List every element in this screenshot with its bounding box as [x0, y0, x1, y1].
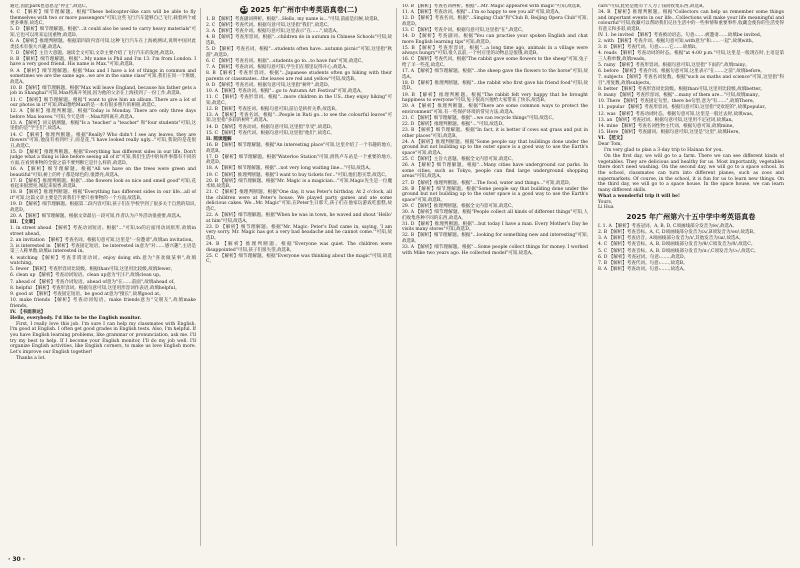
answer-item: 3. is interested in 【解析】考查固定短语。be interested in意为"对……感兴趣",主语是第三人称单数,故填is interested in。	[10, 243, 196, 255]
answer-item: 31. D 【解析】推理判断题。根据"...but today I have a man. Every Mother's Day he visits many stores"可知,故选D。	[402, 221, 588, 233]
answer-item: 15. Here 【解析】考查副词。根据句意可知,这里是"这里",故填Here。	[598, 129, 743, 135]
answer-item: 9. D 【解析】考查名词。根据句意可知,这里指"树叶",故选D。	[206, 82, 333, 88]
answer-item: 22. A 【解析】细节理解题。根据"When he was in town, he waved and shout 'Hello' at him"可知,故选A。	[206, 213, 392, 224]
section-title-text: 2025 年广州市中考英语真卷(二)	[250, 6, 358, 14]
answer-item: 27. D 【解析】推理判断题。根据"...The food, water and things..."可知,故选D。	[402, 180, 574, 186]
answer-item: 25. C 【解析】细节理解题。根据"Everyone was thinking about the magic"可知,故选C。	[206, 253, 392, 265]
answer-item: 15. B 【解析】考查形容词。根据"...a long time ago, animals in a village were always hungry"可知,很久以前,一个村庄里的动物总是很饿,故选B。	[402, 45, 588, 57]
answer-item: 2. with 【解析】考查介词。根据句意可知,with意为"和……一起",故填with。	[598, 39, 757, 45]
answer-item: 6. C 【解析】考查名词。根据"...students go to...to have fun"可知,故选C。	[206, 58, 366, 64]
answer-item: 10. make friends 【解析】考查动词短语。make friends意为"交朋友",故填make friends。	[10, 297, 196, 309]
answer-item: 14. D 【解析】考查动词。根据句意可知,这里指"享受",故选D。	[206, 124, 336, 130]
answer-item: 18. A 【解析】细节理解题。根据"...not very long waiting line..."可知,故选A。	[206, 166, 374, 172]
answer-item: 17. A 【解析】细节理解题。根据"...the sheep gave the flowers to the horse"可知,故选A。	[402, 69, 588, 80]
answer-item: 5. fewer 【解析】考查形容词比较级。根据than可知,这里用比较级,故填fewer。	[10, 267, 175, 273]
answer-item: 20. A 【解析】推理判断题。根据"There are some common ways to protect the environment"可知,有一些保护环境的常见方法,故选A。	[402, 104, 588, 115]
sub-heading: What a wonderful trip it will be!	[598, 193, 681, 199]
answer-item: 13. A 【解析】词义猜测题。根据"Is a 'teacher' a "teacher" 和"four students"可知,这里指的是"学生们",故选A。	[10, 120, 196, 132]
sub-heading: III. 【文章】	[10, 219, 38, 225]
sub-heading: II. 阅读理解	[206, 136, 232, 142]
answer-item: 3. A 【解析】考查语音。A项画线部分发音为/ɪ/,其他发音为/aɪ/,故选A。	[598, 236, 744, 242]
answer-item: 15. D 【解析】推理判断题。根据"Everything has different sides in our life. Don't judge what a thing is like before seeing all of it"可知,我们生活中的每件事都有不同的方面,在看到事物的全貌之前不要判断它是什么样的,故选D。	[10, 149, 196, 166]
column-1	[10, 4, 196, 550]
answer-item: 2. B 【解析】考查音标。A, C, D项画线部分发音为/ʌ/,B项发音为/əʊ/,故选B。	[598, 230, 758, 236]
answer-item: 通过,因此park也意思是"停止",故选C。	[10, 4, 91, 9]
answer-item: 7. A 【解析】考查动词。根据句意可知,学生们在那里玩得开心,故选A。	[206, 64, 350, 70]
answer-item: 34. B 【解析】推理判断题。根据"Collectors can help us remember some things and important events in our life...Collections will make your life meaningful and colourful"可知,收藏可以帮助我们记住生活中的一些事情和重要事件,收藏会使你的生活变得有意义和多彩,故选B。	[598, 10, 784, 32]
answer-item: 4. B 【解析】考查形容词。根据"...children do in autumn in Chinese Schools"可知,故选B。	[206, 35, 392, 46]
essay-paragraph: I'm very glad to plan a 3-day trip to Hainan for you.	[604, 148, 724, 154]
column-divider	[200, 8, 201, 546]
answer-item: Dear Tom,	[598, 142, 622, 148]
answer-item: 7. B 【解析】考查代词。句意:……,故选B。	[598, 260, 688, 266]
answer-item: 4. C 【解析】考查音标。A, B, D项画线部分发音为/θ/,C项发音为/ð/,故选C。	[598, 242, 756, 248]
answer-item: 7. D 【解析】主旨大意题。通读全文可知,文章主要介绍了飞行汽车的发展,故选D。	[10, 50, 178, 56]
answer-item: I. 1. A 【解析】考查冠词。A, B, D, C项画线部分发音为/e/,故选A。	[598, 224, 737, 229]
answer-item: 4. watching 【解析】考查非谓语动词。enjoy doing sth.意为"喜欢做某事",故填watching。	[10, 255, 196, 267]
answer-item: 6. clean up 【解析】考查动词短语。clean up意为"打扫",故填clean up。	[10, 273, 164, 279]
answer-item: 1. B 【解析】考查副词辨析。根据"...Hello, my name is..."可知,前面是问候,故选B。	[206, 17, 382, 22]
answer-item: 21. C 【解析】细节理解题。根据"...we can recycle things"可知,故选C。	[402, 115, 557, 121]
essay-paragraph: On the first day, we will go to a farm. There we can see different kinds of vegetables. They are delicious and healthy for us. Most importantly, vegetables there don't need washing. On the second day, we will go to a space school. In the school, classmates can turn into different planes, such as zoos and supermarkets. Of course, in the school, it is fun for us to learn new things. On the third day, we will go to a space house. In the space house, we can learn many different skills.	[598, 154, 784, 193]
answer-item: 32. B 【解析】细节理解题。根据"...looking for something new and interesting"可知,故选B。	[402, 233, 588, 244]
answer-item: 10. B 【解析】细节理解题。根据"Max will leave England, because his father gets a job in Shanghai"可知,Max将离开英国,因为他的父亲在上海找到了一份工作,故选B。	[10, 85, 196, 97]
answer-item: 13. A 【解析】考查名词。根据"...People in Ruti go...to see the colourful leaves"可知,这里指"多彩的树叶",故选A。	[206, 112, 392, 124]
essay-paragraph: First, I really love this job. I'm sure I can help my classmates with English. I'm good at English. I often get good grades in English tests. Also, I'm helpful. If you have English learning problems, like grammar or pronunciation, ask me. I'll try my best to help. If I become your English monitor, I'll do my job well. I'll organize English activities, like English corners, to make us love English more. Let's improve our English together!	[10, 321, 196, 355]
answer-item: 24. B 【解析】推理判断题。根据"Everyone was quiet. The children were disappointed"可知,孩子们很失望,故选B。	[206, 242, 392, 253]
section-title-guangzhou-zhongkao-2	[206, 6, 392, 15]
answer-item: 18. D 【解析】推理判断题。根据"...the rabbit who first gave his friend food"可知,故选D。	[402, 80, 588, 92]
column-2-items	[206, 17, 392, 265]
answer-item: 8. helpful 【解析】考查形容词。根据句意可知,这里用形容词作表语,故填helpful。	[10, 285, 180, 291]
answer-item: 12. was 【解析】考查动词时态。根据句意可知,这里是一般过去时,故填was。	[598, 111, 757, 117]
sub-heading: Hello, everybody. I'd like to be the English monitor.	[10, 315, 142, 321]
column-divider	[396, 8, 397, 546]
answer-item: 6. before 【解析】考查介词。根据句意可知,这里表示"在……之前",故填before。	[598, 69, 765, 75]
answer-item: 10. A 【解析】考查动词。根据"...go to Autumn Art Festival"可知,故选A。	[206, 88, 365, 94]
answer-item: 4. C 【解析】细节理解题。根据"These helicopter-like cars will be able to fly themselves with two or more passengers"可知,这些飞行汽车能够自己飞行,载着两个或更多乘客,故选C。	[10, 10, 196, 27]
answer-item: 12. D 【解析】考查名词。根据"...Singing Club"和"Club B, Beijing Opera Club"可知,故选D。	[402, 16, 588, 27]
answer-item: 14. C 【解析】推理判断题。根据"Really? Who didn't I see any leaves, they are flowers"可知,他没有看到叶子,而是花,"I have looked really ugly..."可知,我说的是花很丑,故选C。	[10, 132, 196, 149]
answer-item: IV. 1. be invited 【解析】考查被动语态。句意:……被邀请……故填be invited。	[598, 32, 765, 38]
answer-item: 10. There 【解析】考查固定句型。there be句型,意为"有……",故填There。	[598, 99, 758, 105]
answer-item: 19. C 【解析】推理判断题。根据"I want to buy tickets for..."可知,他们想买票,故选C。	[206, 172, 390, 178]
answer-item: 28. B 【解析】细节理解题。根据"Some people say that building done under the ground but not building up to the outer space is a good way to use the Earth's space"可知,故选B。	[402, 186, 588, 203]
answer-item: cars"可知,此处是他有个人为了钱而收集东西,故选B。	[598, 4, 708, 9]
answer-item: 15. C 【解析】考查代词。根据句意可知,这里指"他们",故选C。	[206, 130, 335, 136]
answer-item: 18. B 【解析】推理判断题。根据"Everything has different sides in our life...all of it"可知,这篇文章主要是告诉我们不要只看事物的一个方面,故选B。	[10, 190, 196, 201]
answer-item: 8. B 【解析】细节理解题。根据"...My name is Phil and I'm 13. I'm from London. I have a very good friend. His name is Max."可知,故选B。	[10, 56, 196, 68]
answer-item: 9. A 【解析】细节理解题。根据"Max and I have a lot of things in common and sometimes we are the same age...we are in the same class"可知,我们在同一个班级,故选A。	[10, 68, 196, 85]
answer-item: Yours, Li Hua	[598, 199, 614, 211]
answer-item: 5. C 【解析】考查音标。A, B, D项画线部分发音为/ɑː/,C项发音为/ɔː/,故选C。	[598, 248, 759, 254]
answer-item: 6. A 【解析】推理判断题。根据第四段内容可知,这种飞行汽车在上海被测试,说明中国对此类技术有很大兴趣,故选A。	[10, 39, 196, 50]
answer-item: 17. B 【解析】推理判断题。根据"...the flowers look so nice and smell good"可知,花看起来很漂亮,闻起来很香,故选B。	[10, 178, 196, 190]
answer-item: 25. C 【解析】主旨大意题。根据全文内容可知,故选C。	[402, 157, 517, 163]
answer-item: 11. C 【解析】细节理解题。根据"I want to give him an album. There are a lot of our photos in it"可知,Phil想给Max的是一本有很多照片的相册,故选C。	[10, 97, 196, 109]
column-2	[206, 4, 392, 550]
essay-paragraph: Thanks a lot.	[16, 355, 46, 361]
answer-item: 24. A 【解析】推理判断题。根据"Some people say that buildings done under the ground but not building up to the outer space is a good way to use the Earth's space"可知,故选A。	[402, 139, 588, 156]
answer-item: 26. A 【解析】细节理解题。根据"...Many cities have underground car parks. In some cities, such as Tokyo, people can find large underground shopping areas"可知,故选A。	[402, 163, 588, 180]
answer-item: 3. A 【解析】考查介词。根据句意可知,这里表示"在……",故选A。	[206, 29, 341, 35]
answer-item: 8. better 【解析】考查形容词比较级。根据than可知,这里用比较级,故填better。	[598, 87, 765, 92]
answer-item: 8. B 【解析】考查形容词。根据"...Japanese students often go hiking with their parents or classmates...the leaves are red and yellow"可知,故选B。	[206, 71, 392, 82]
answer-item: 13. an 【解析】考查冠词。根据句意可知,这里用不定冠词,故填an。	[598, 117, 736, 123]
answer-item: 19. B 【解析】推理判断题。根据"The rabbit felt very happy that he brought happiness to everyone"可知,兔子很高兴他给大家带来了快乐,故选B。	[402, 92, 588, 104]
answer-item: 7. ahead of 【解析】考查介词短语。ahead of意为"在……前面",故填ahead of。	[10, 279, 178, 285]
answer-item: 9. many 【解析】考查形容词。根据"...many of them are..."可知,故填many。	[598, 93, 763, 99]
answer-item: 5. rainy 【解析】考查形容词。根据句意可知,这里指"下雨的",故填rainy。	[598, 63, 750, 69]
answer-item: 19. D 【解析】细节理解题。根据第二段内容可知,孩子们在学校学到了很多关于自然的知识,故选D。	[10, 202, 196, 213]
column-divider	[592, 8, 593, 546]
answer-item: 12. A 【解析】推理判断题。根据"Today is Monday. There are only three days before Max leaves."可知,今天是周一,Max周四离开,故选A。	[10, 109, 196, 120]
answer-item: 5. D 【解析】细节理解题。根据"...it could also be used to carry heavy materials"可知,它也可以用来运送重物,故选D。	[10, 27, 196, 38]
answer-item: 12. B 【解析】考查连词。根据句意可知,前后是转折关系,故选B。	[206, 106, 340, 112]
answer-item: 2. C 【解析】考查代词。根据句意可知,这里指"我们",故选C。	[206, 23, 332, 29]
answer-item: 8. A 【解析】考查动词。句意:……,故选A。	[598, 266, 688, 272]
answer-item: 5. D 【解析】考查名词。根据"...students often have...autumn picnic"可知,这里指"秋游",故选D。	[206, 47, 392, 58]
column-3	[402, 4, 588, 550]
answer-item: 23. B 【解析】细节理解题。根据"In fact, it is better if cows eat grass and put in other places"可知,故选B。	[402, 128, 588, 139]
answer-item: 29. C 【解析】推理判断题。根据全文内容可知,故选C。	[402, 203, 517, 209]
answer-item: 16. C 【解析】考查代词。根据"The rabbit gave some flowers to the sheep"可知,兔子给了羊一些花,故选C。	[402, 57, 588, 69]
answer-item: 3. it 【解析】考查代词。句意:……它……故填it。	[598, 45, 700, 51]
answer-item: 23. D 【解析】细节理解题。根据"Mr. Magic: Peter's Dad came in, saying, 'I am very sorry. Mr. Magic has got a very bad headache and he cannot come.'"可知,故选D。	[206, 224, 392, 241]
sub-heading: VI. 【范文】	[598, 136, 626, 142]
section-badge: 25	[240, 7, 249, 13]
answer-item: 17. D 【解析】细节理解题。根据"Waterloo Station"可知,滑铁卢车站是一个重要的地方,故选D。	[206, 154, 392, 166]
answer-item: 33. A 【解析】细节理解题。根据"...Some people collect things for money. I worked with Mike two years ago. He collected model"可知,故选A。	[402, 245, 588, 256]
page-number: · 30 ·	[8, 556, 26, 563]
answer-item: 11. C 【解析】考查形容词。根据"...more children in the US...they enjoy hiking"可知,故选C。	[206, 95, 392, 106]
answer-item: 6. D 【解析】考查冠词。句意:……,故选D。	[598, 254, 689, 260]
column-4	[598, 4, 784, 550]
answer-item: 20. A 【解析】细节理解题。根据文章最后一段可知,作者认为户外活动很重要,故选A。	[10, 213, 185, 219]
answer-item: 20. B 【解析】细节理解题。根据"Mr. Magic is a magician..."可知,Magic先生是一位魔术师,故选B。	[206, 178, 392, 190]
answer-item: 14. mine 【解析】考查名词性物主代词。根据句意可知,故填mine。	[598, 123, 737, 129]
answer-item: 10. B 【解析】考查名词辨析。根据"...Mr. Magic appeared with magic"可知,故选B。	[402, 4, 585, 9]
answer-item: 16. A 【解析】细节理解题。根据"All we have on the trees were green and beautiful"可知,树上的叶子都是绿色的,很漂亮,故选A。	[10, 167, 196, 178]
answer-item: 13. C 【解析】考查介词。根据句意可知,这里指"在",故选C。	[402, 27, 527, 33]
section-title: 2025 年广州第六十五中学中考英语真卷	[626, 213, 756, 221]
sub-heading: IV. 【书面表达】	[10, 309, 46, 315]
answer-item: 30. A 【解析】细节理解题。根据"People collect all kinds of different things"可知,人们收集各种不同的东西,故选A。	[402, 210, 588, 221]
answer-item: 21. C 【解析】推理判断题。根据"One day, it was Peter's birthday. At 2 o'clock, all the children were at Peter's house. We played party games and ate some delicious cakes. We...Mr. Magic"可知,在Peter生日那天,孩子们在他家玩游戏吃蛋糕,故选C。	[206, 190, 392, 212]
answer-item: 22. D 【解析】推理判断题。根据"..."可知,故选D。	[402, 122, 507, 128]
answer-item: 1. in street ahead 【解析】考查动词短语。根据"..."可知,to的后面用动词原形,故填in street ahead。	[10, 226, 196, 237]
answer-item: 7. subjects 【解析】考查名词复数。根据"such as maths and science"可知,这里指"科目",用复数,故填subjects。	[598, 75, 784, 86]
answer-item: 2. an invitation 【解析】考查名词。根据句意可知,这里是"一份邀请",故填an invitation。	[10, 237, 196, 243]
answer-item: 11. A 【解析】考查动词。根据"...I'm so happy to see you all"可知,故选A。	[402, 10, 563, 16]
answer-item: 4. reads 【解析】考查动词的时态。根据"at 4:00 p.m."可知,这里是一般现在时,主语是第三人称单数,故填reads。	[598, 51, 784, 62]
answer-item: 14. D 【解析】考查副词。根据"You can practise your spoken English and chat more English learning tips"可知,故选D。	[402, 34, 588, 45]
answer-item: 11. popular 【解析】考查形容词。根据句意可知,这里指"受欢迎的",故填popular。	[598, 105, 770, 111]
answer-item: 9. good at 【解析】考查固定短语。be good at意为"擅长",故填good at。	[10, 291, 164, 297]
answer-item: 16. B 【解析】细节理解题。根据"An interesting place"可知,这里介绍了一个有趣的地方,故选B。	[206, 142, 392, 154]
